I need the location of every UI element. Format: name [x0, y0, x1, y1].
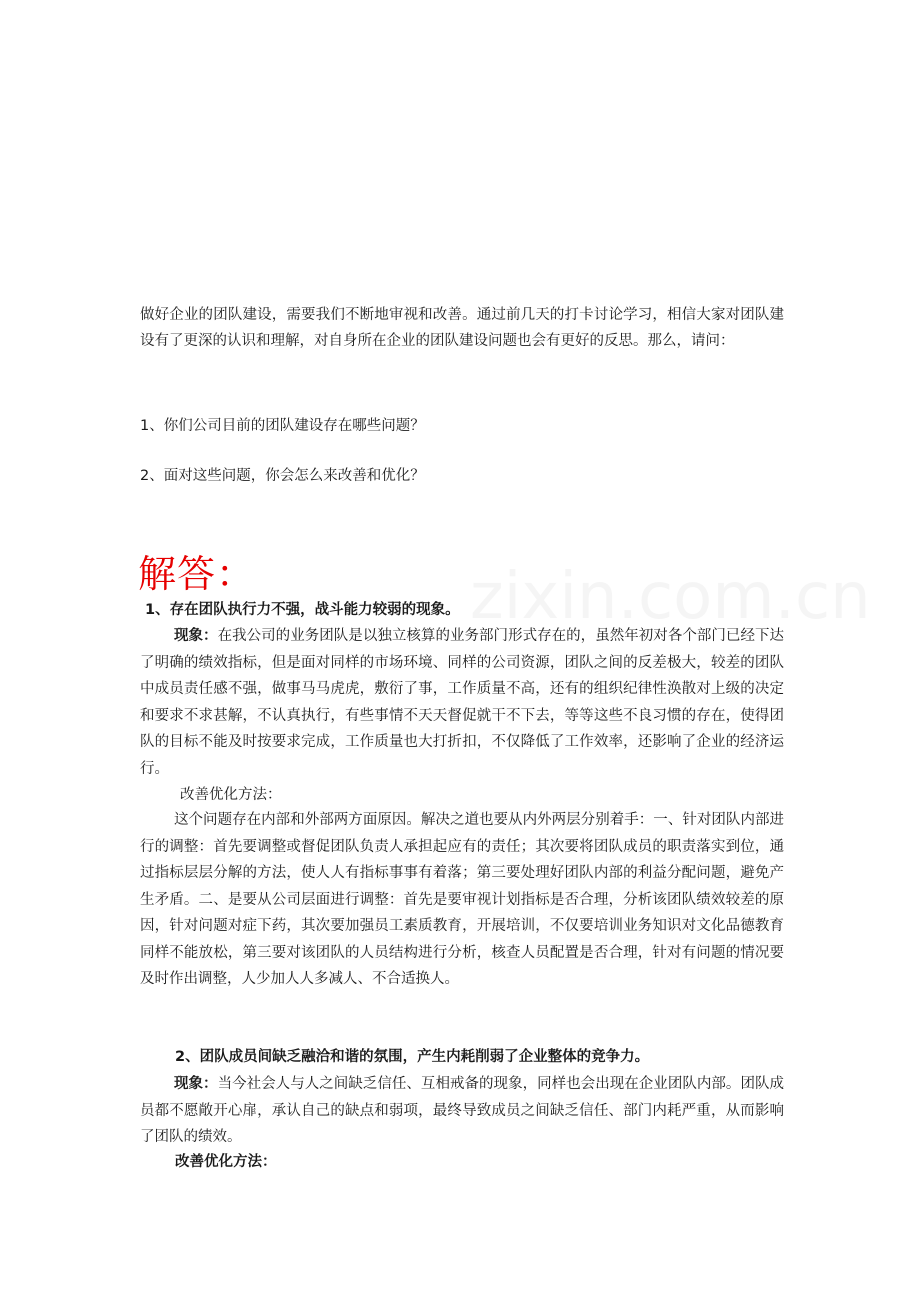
phenomenon-text: 在我公司的业务团队是以独立核算的业务部门形式存在的，虽然年初对各个部门已经下达了明确的绩效指标，但是面对同样的市场环境、同样的公司资源，团队之间的反差极大，较差的团队中成员责任感不强，做事马马虎虎，敷衍了事，工作质量不高，还有的组织纪律性涣散对上级的决定和要求不求甚解，不认真执行，有些事情不天天督促就干不下去，等等这些不良习惯的存在，使得团队的目标不能及时按要求完成，工作质量也大打折扣，不仅降低了工作效率，还影响了企业的经济运行。: [140, 628, 785, 777]
answer-title: 解答：: [138, 552, 256, 596]
question-2: 2、面对这些问题，你会怎么来改善和优化？: [140, 468, 425, 484]
phenomenon-label: 现象：: [174, 1075, 218, 1092]
phenomenon-text: 当今社会人与人之间缺乏信任、互相戒备的现象，同样也会出现在企业团队内部。团队成员都不愿敞开心扉，承认自己的缺点和弱项，最终导致成员之间缺乏信任、部门内耗严重，从而影响了团队的绩效。: [140, 1076, 785, 1145]
section-1-method-text: 这个问题存在内部和外部两方面原因。解决之道也要从内外两层分别着手：一、针对团队内部进行的调整：首先要调整或督促团队负责人承担起应有的责任；其次要将团队成员的职责落实到位，通过指标层层分解的方法，使人人有指标事事有着落；第三要处理好团队内部的利益分配问题，避免产生矛盾。二、是要从公司层面进行调整：首先是要审视计划指标是否合理，分析该团队绩效较差的原因，针对问题对症下药，其次要加强员工素质教育，开展培训，不仅要培训业务知识对文化品德教育同样不能放松，第三要对该团队的人员结构进行分析，核查人员配置是否合理，针对有问题的情况要及时作出调整，人少加人人多减人、不合适换人。: [140, 812, 784, 987]
section-2-heading: 2、团队成员间缺乏融洽和谐的氛围，产生内耗削弱了企业整体的竞争力。: [175, 1049, 650, 1065]
section-2-phenomenon: [140, 1071, 784, 1151]
section-1-heading: 1、存在团队执行力不强，战斗能力较弱的现象。: [145, 602, 460, 618]
section-2-method-label: 改善优化方法：: [175, 1153, 277, 1170]
section-1-phenomenon: [140, 623, 784, 782]
question-1: 1、你们公司目前的团队建设存在哪些问题？: [140, 418, 425, 434]
intro-paragraph: 做好企业的团队建设，需要我们不断地审视和改善。通过前几天的打卡讨论学习，相信大家对团队建设有了更深的认识和理解，对自身所在企业的团队建设问题也会有更好的反思。那么，请问：: [140, 307, 784, 349]
watermark: zixin.com.cn: [470, 560, 871, 634]
phenomenon-label: 现象：: [174, 627, 218, 644]
section-1-method-label: 改善优化方法：: [180, 787, 282, 803]
